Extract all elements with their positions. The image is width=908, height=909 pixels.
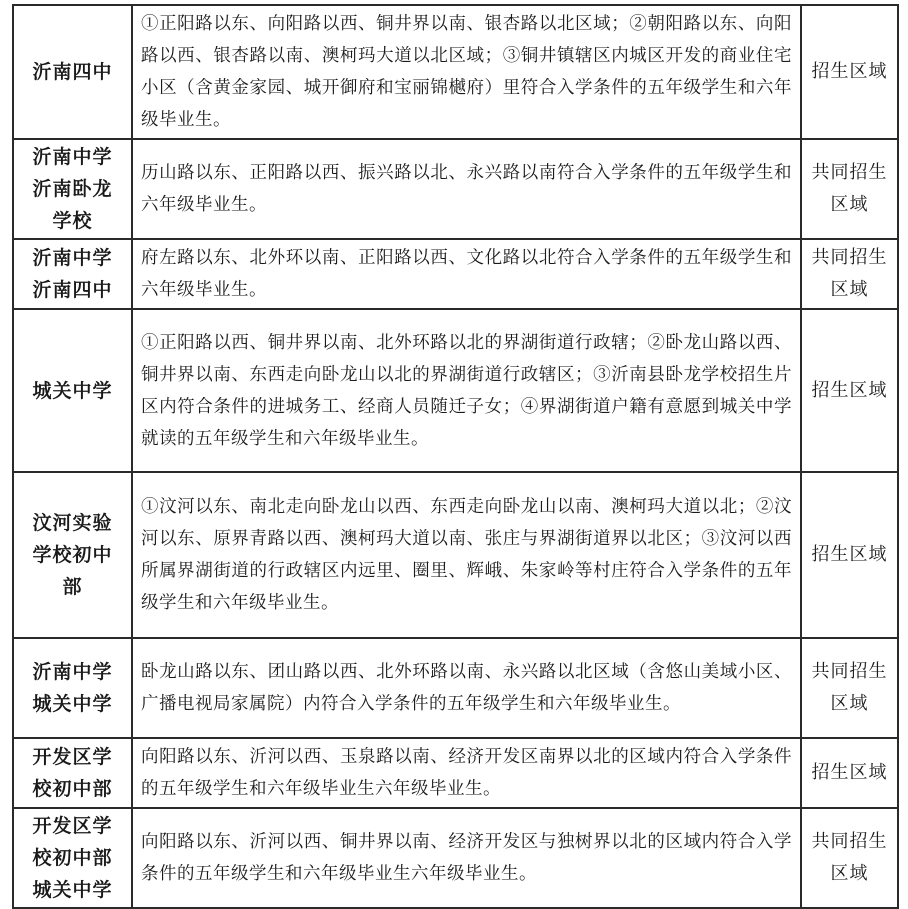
enrollment-zone-table (12, 4, 899, 909)
enrollment-zone-table-container (12, 4, 897, 909)
zone-type-cell: 招生区域 (801, 738, 898, 808)
table-row (13, 139, 898, 239)
table-row (13, 638, 898, 738)
area-description-cell: 卧龙山路以东、团山路以西、北外环路以南、永兴路以北区域（含悠山美域小区、广播电视局家属院）内符合入学条件的五年级学生和六年级毕业生。 (132, 638, 801, 738)
school-name-cell: 城关中学 (13, 309, 132, 472)
table-row (13, 472, 898, 638)
area-description-cell: ①汶河以东、南北走向卧龙山以西、东西走向卧龙山以南、澳柯玛大道以北；②汶河以东、原界青路以西、澳柯玛大道以南、张庄与界湖街道界以北区；③汶河以西所属界湖街道的行政辖区内远里、圈里、辉峨、朱家岭等村庄符合入学条件的五年级学生和六年级毕业生。 (132, 472, 801, 638)
school-name-cell: 沂南中学 沂南四中 (13, 239, 132, 309)
area-description-cell: 历山路以东、正阳路以西、振兴路以北、永兴路以南符合入学条件的五年级学生和六年级毕业生。 (132, 139, 801, 239)
zone-type-cell: 共同招生区域 (801, 638, 898, 738)
table-row (13, 239, 898, 309)
school-name-cell: 开发区学 校初中部 (13, 738, 132, 808)
area-description-cell: ①正阳路以西、铜井界以南、北外环路以北的界湖街道行政辖；②卧龙山路以西、铜井界以南、东西走向卧龙山以北的界湖街道行政辖区；③沂南县卧龙学校招生片区内符合条件的进城务工、经商人员随迁子女；④界湖街道户籍有意愿到城关中学就读的五年级学生和六年级毕业生。 (132, 309, 801, 472)
zone-type-cell: 共同招生区域 (801, 239, 898, 309)
table-row (13, 5, 898, 139)
zone-type-cell: 共同招生区域 (801, 808, 898, 908)
table-row (13, 808, 898, 908)
school-name-cell: 开发区学 校初中部 城关中学 (13, 808, 132, 908)
area-description-cell: 向阳路以东、沂河以西、铜井界以南、经济开发区与独树界以北的区域内符合入学条件的五年级学生和六年级毕业生六年级毕业生。 (132, 808, 801, 908)
zone-type-cell: 招生区域 (801, 309, 898, 472)
school-name-cell: 沂南中学 沂南卧龙 学校 (13, 139, 132, 239)
table-row (13, 309, 898, 472)
zone-type-cell: 招生区域 (801, 5, 898, 139)
zone-type-cell: 共同招生区域 (801, 139, 898, 239)
area-description-cell: ①正阳路以东、向阳路以西、铜井界以南、银杏路以北区域；②朝阳路以东、向阳路以西、银杏路以南、澳柯玛大道以北区域；③铜井镇辖区内城区开发的商业住宅小区（含黄金家园、城开御府和宝丽锦樾府）里符合入学条件的五年级学生和六年级毕业生。 (132, 5, 801, 139)
school-name-cell: 沂南中学 城关中学 (13, 638, 132, 738)
table-row (13, 738, 898, 808)
school-name-cell: 汶河实验 学校初中 部 (13, 472, 132, 638)
area-description-cell: 向阳路以东、沂河以西、玉泉路以南、经济开发区南界以北的区域内符合入学条件的五年级学生和六年级毕业生六年级毕业生。 (132, 738, 801, 808)
area-description-cell: 府左路以东、北外环以南、正阳路以西、文化路以北符合入学条件的五年级学生和六年级毕业生。 (132, 239, 801, 309)
school-name-cell: 沂南四中 (13, 5, 132, 139)
zone-type-cell: 招生区域 (801, 472, 898, 638)
